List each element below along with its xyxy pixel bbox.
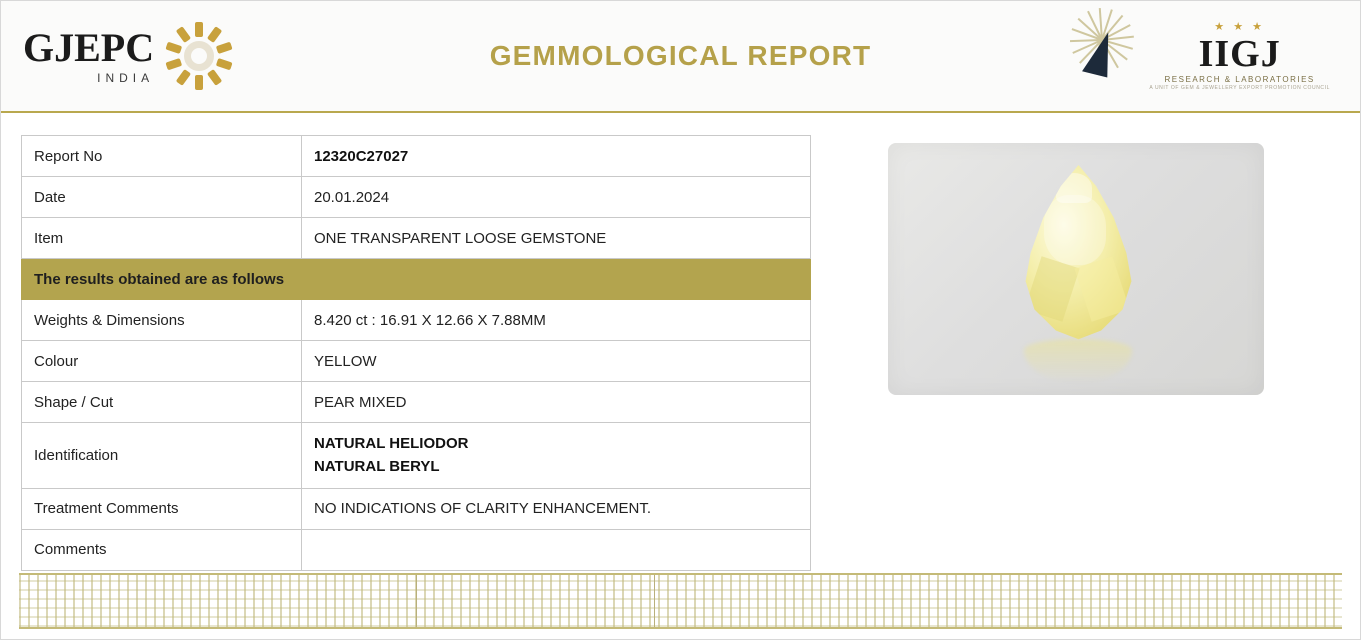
results-band-label: The results obtained are as follows xyxy=(22,259,811,300)
gjepc-logo xyxy=(23,17,238,95)
row-label-date: Date xyxy=(22,177,302,218)
row-value-colour: YELLOW xyxy=(302,341,811,382)
row-label-shape-cut: Shape / Cut xyxy=(22,382,302,423)
identification-line-1: NATURAL HELIODOR xyxy=(314,435,469,452)
table-row xyxy=(22,136,811,177)
gjepc-logo-subtitle: INDIA xyxy=(97,71,155,85)
gjepc-logo-name: GJEPC xyxy=(23,25,155,70)
table-row xyxy=(22,177,811,218)
gjepc-logo-text xyxy=(23,25,155,85)
stars-icon: ★ ★ ★ xyxy=(1214,20,1265,33)
row-label-item: Item xyxy=(22,218,302,259)
page-title: GEMMOLOGICAL REPORT xyxy=(489,40,872,71)
report-body xyxy=(1,113,1360,571)
table-row xyxy=(22,423,811,489)
gemstone-reflection xyxy=(1024,339,1132,383)
iigj-logo-text xyxy=(1149,22,1330,91)
iigj-burst-icon xyxy=(1065,19,1139,93)
row-label-treatment-comments: Treatment Comments xyxy=(22,488,302,529)
report-details-table xyxy=(21,135,811,571)
row-value-item: ONE TRANSPARENT LOOSE GEMSTONE xyxy=(302,218,811,259)
gemstone-shape xyxy=(1016,165,1142,341)
row-label-colour: Colour xyxy=(22,341,302,382)
row-value-weights-dimensions: 8.420 ct : 16.91 X 12.66 X 7.88MM xyxy=(302,300,811,341)
row-value-date: 20.01.2024 xyxy=(302,177,811,218)
row-value-treatment-comments: NO INDICATIONS OF CLARITY ENHANCEMENT. xyxy=(302,488,811,529)
results-band-row xyxy=(22,259,811,300)
footer-security-pattern xyxy=(19,573,1342,629)
identification-line-2: NATURAL BERYL xyxy=(314,458,440,476)
iigj-logo-subtitle-2: A UNIT OF GEM & JEWELLERY EXPORT PROMOTION COUNCIL xyxy=(1149,84,1330,91)
gem-image-panel xyxy=(811,135,1340,571)
iigj-logo xyxy=(1065,19,1338,93)
sunburst-icon xyxy=(160,17,238,95)
gemstone-photo xyxy=(888,143,1264,395)
table-row xyxy=(22,488,811,529)
row-label-comments: Comments xyxy=(22,529,302,570)
table-row xyxy=(22,218,811,259)
table-row xyxy=(22,341,811,382)
table-row xyxy=(22,300,811,341)
row-label-identification: Identification xyxy=(22,423,302,489)
report-header xyxy=(1,1,1360,113)
row-label-report-no: Report No xyxy=(22,136,302,177)
table-row xyxy=(22,382,811,423)
row-value-identification xyxy=(302,423,811,489)
row-value-report-no: 12320C27027 xyxy=(302,136,811,177)
row-value-shape-cut: PEAR MIXED xyxy=(302,382,811,423)
row-label-weights-dimensions: Weights & Dimensions xyxy=(22,300,302,341)
iigj-logo-name: IIGJ xyxy=(1198,32,1281,75)
table-row xyxy=(22,529,811,570)
iigj-logo-subtitle: RESEARCH & LABORATORIES xyxy=(1164,74,1315,84)
row-value-comments xyxy=(302,529,811,570)
